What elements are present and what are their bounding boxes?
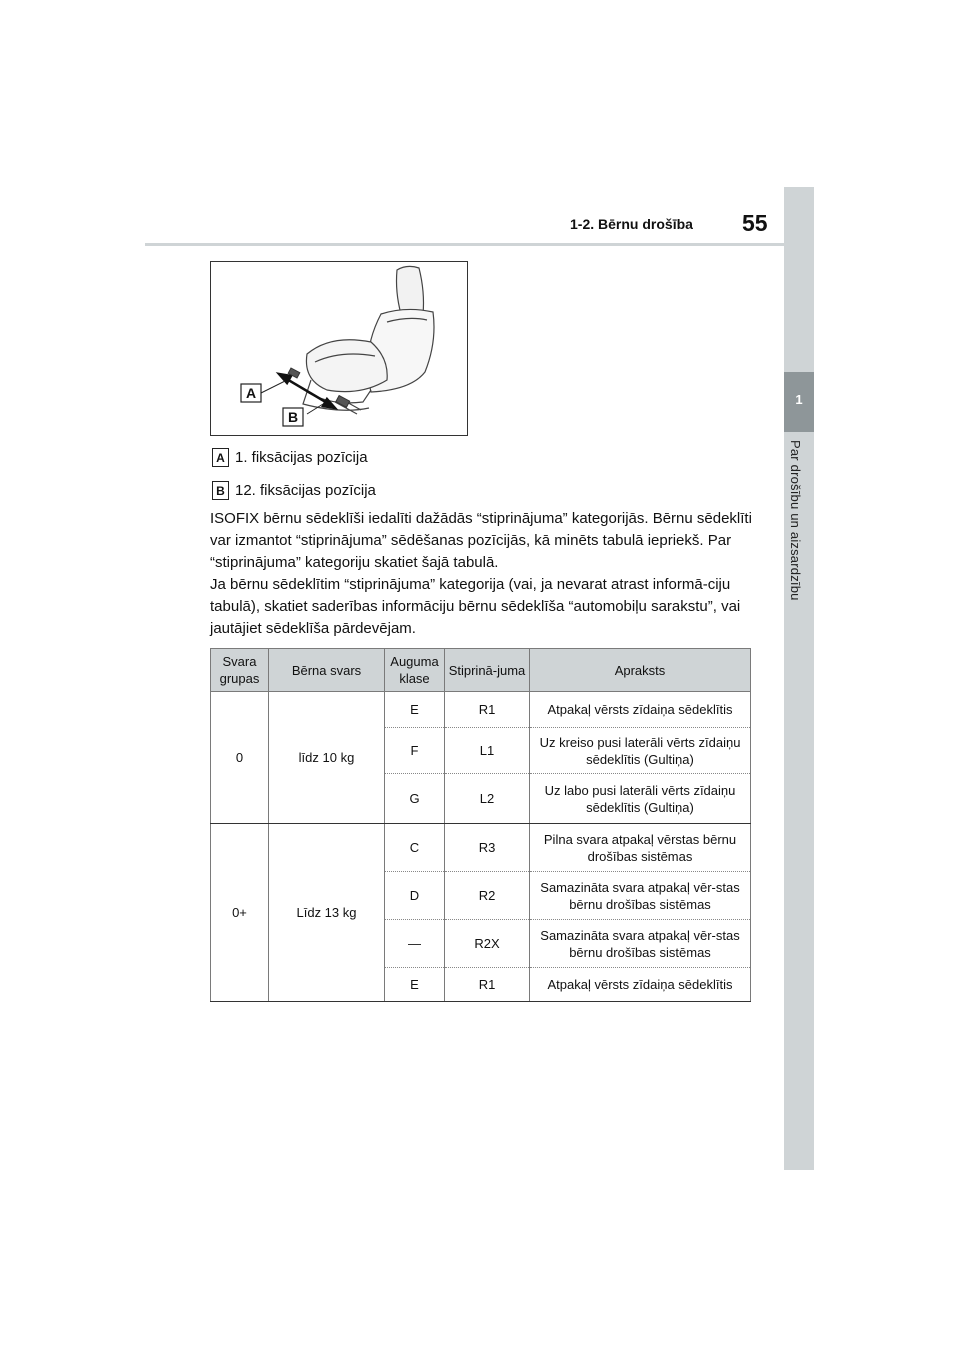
header-weight-group: Svara grupas xyxy=(211,649,269,692)
description-cell: Uz labo pusi laterāli vērts zīdaiņu sēdeklītis (Gultiņa) xyxy=(530,774,751,824)
size-cell: E xyxy=(385,968,445,1002)
size-cell: F xyxy=(385,728,445,774)
legend-text-b: 12. fiksācijas pozīcija xyxy=(235,482,376,499)
page-number: 55 xyxy=(742,210,768,236)
header-description: Apraksts xyxy=(530,649,751,692)
seat-figure xyxy=(210,261,468,436)
size-cell: G xyxy=(385,774,445,824)
seat-illustration xyxy=(211,262,467,435)
figure-label-b: B xyxy=(287,409,299,425)
legend-item-a xyxy=(212,448,368,467)
legend-text-a: 1. fiksācijas pozīcija xyxy=(235,449,368,466)
body-paragraph-1: ISOFIX bērnu sēdeklīši iedalīti dažādās “stiprinājuma” kategorijās. Bērnu sēdeklīti var izmantot “stiprinājuma” sēdēšanas pozīcijās, kā minēts tabulā iepriekš. Par “stiprinājuma” kategoriju skatiet šajā tabulā. xyxy=(210,510,752,571)
table-header-row xyxy=(211,649,751,692)
size-cell: D xyxy=(385,872,445,920)
fixture-cell: R1 xyxy=(445,968,530,1002)
legend-marker-b: B xyxy=(212,481,229,500)
description-cell: Uz kreiso pusi laterāli vērts zīdaiņu sēdeklītis (Gultiņa) xyxy=(530,728,751,774)
weight-cell: Līdz 13 kg xyxy=(269,824,385,1002)
header-rule xyxy=(145,243,784,246)
table-row xyxy=(211,692,751,728)
group-cell: 0+ xyxy=(211,824,269,1002)
size-cell: E xyxy=(385,692,445,728)
description-cell: Samazināta svara atpakaļ vēr-stas bērnu drošības sistēmas xyxy=(530,872,751,920)
group-cell: 0 xyxy=(211,692,269,824)
header-size-class: Auguma klase xyxy=(385,649,445,692)
header-fixture: Stiprinā-juma xyxy=(445,649,530,692)
size-cell: C xyxy=(385,824,445,872)
figure-label-a: A xyxy=(245,385,257,401)
section-title: 1-2. Bērnu drošība xyxy=(570,216,693,232)
side-tab-chapter-number: 1 xyxy=(795,392,803,407)
side-tab-strip xyxy=(784,187,814,1170)
fixture-cell: R1 xyxy=(445,692,530,728)
fixture-cell: R2 xyxy=(445,872,530,920)
body-paragraph-2: Ja bērnu sēdeklītim “stiprinājuma” kategorija (vai, ja nevarat atrast informā-ciju tabulā), skatiet saderības informāciju bērnu sēdeklīša “automobiļu sarakstu”, vai jautājiet sēdeklīša pārdevējam. xyxy=(210,576,741,637)
description-cell: Pilna svara atpakaļ vērstas bērnu drošības sistēmas xyxy=(530,824,751,872)
fixture-cell: L2 xyxy=(445,774,530,824)
description-cell: Atpakaļ vērsts zīdaiņa sēdeklītis xyxy=(530,692,751,728)
description-cell: Atpakaļ vērsts zīdaiņa sēdeklītis xyxy=(530,968,751,1002)
size-cell: — xyxy=(385,920,445,968)
weight-cell: līdz 10 kg xyxy=(269,692,385,824)
fixture-cell: R2X xyxy=(445,920,530,968)
description-cell: Samazināta svara atpakaļ vēr-stas bērnu drošības sistēmas xyxy=(530,920,751,968)
fixture-cell: R3 xyxy=(445,824,530,872)
header-child-weight: Bērna svars xyxy=(269,649,385,692)
legend-item-b xyxy=(212,481,376,500)
isofix-table xyxy=(210,648,751,1002)
fixture-cell: L1 xyxy=(445,728,530,774)
legend-marker-a: A xyxy=(212,448,229,467)
side-tab-chapter-title: Par drošību un aizsardzību xyxy=(788,440,803,601)
table-row xyxy=(211,824,751,872)
